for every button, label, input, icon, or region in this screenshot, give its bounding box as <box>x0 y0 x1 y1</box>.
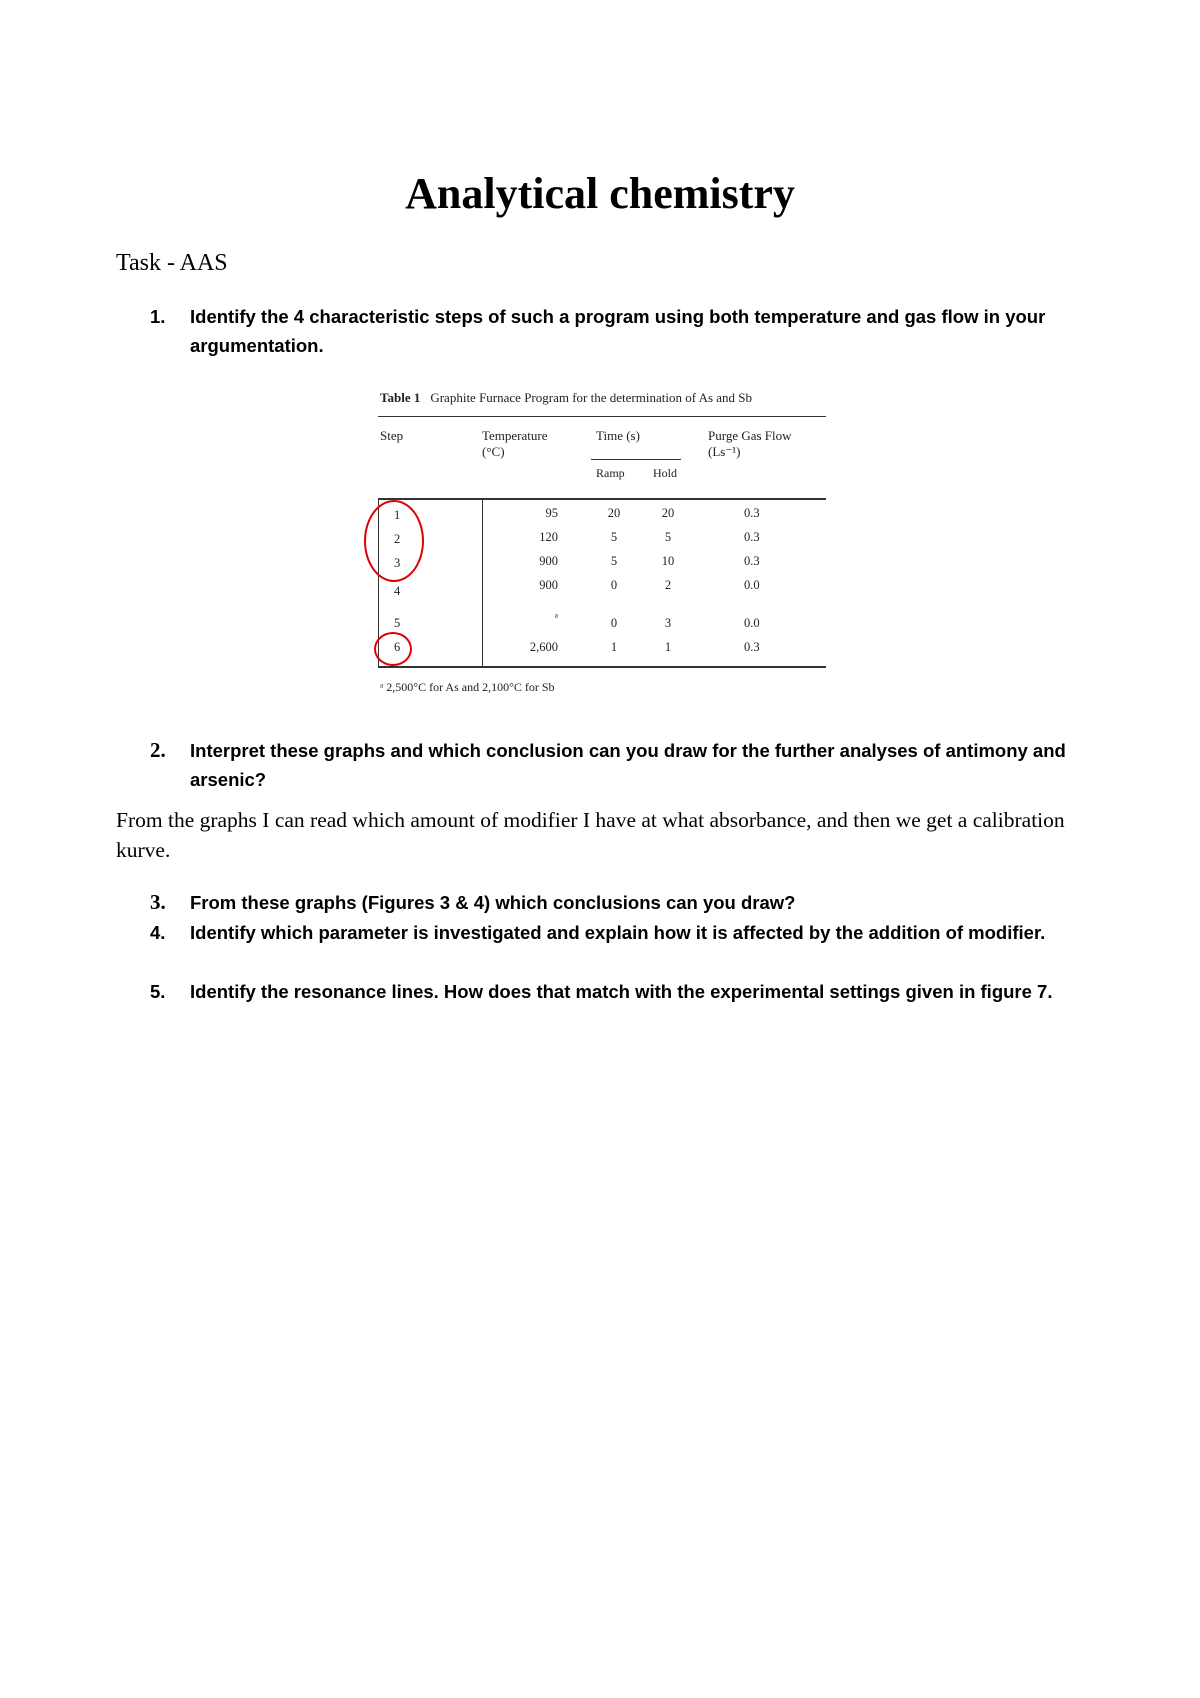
question-number: 3. <box>150 890 166 914</box>
ramp-cell: 5 <box>610 530 618 544</box>
step-cell: 6 <box>394 640 401 654</box>
table-figure <box>378 386 826 696</box>
step-cell: 4 <box>394 584 401 598</box>
question-1 <box>150 302 1090 360</box>
question-number: 4. <box>150 922 166 943</box>
question-text: Identify which parameter is investigated and explain how it is affected by the addition of modifier. <box>190 922 1046 943</box>
table-caption-label: Table 1 <box>380 390 421 405</box>
table-caption <box>380 390 752 406</box>
question-4 <box>150 918 1090 947</box>
header-purge: Purge Gas Flow <box>708 428 792 443</box>
answer-paragraph: From the graphs I can read which amount of modifier I have at what absorbance, and then we get a calibration kurve. <box>116 808 1065 862</box>
ramp-cell: 0 <box>610 616 618 630</box>
ramp-cell: 20 <box>607 506 621 520</box>
step-cell: 1 <box>394 508 401 522</box>
flow-cell: 0.3 <box>744 506 760 520</box>
header-temperature-unit: (°C) <box>482 444 505 459</box>
hold-cell: 2 <box>664 578 672 592</box>
time-sub-rule <box>591 459 681 460</box>
temp-cell: 95 <box>545 506 558 520</box>
ramp-cell: 1 <box>610 640 618 654</box>
question-3 <box>150 888 1090 917</box>
annotation-circle-steps-1-3 <box>364 500 424 582</box>
question-text: Identify the 4 characteristic steps of such a program using both temperature and gas flow in your argumentation. <box>190 306 1046 356</box>
table-top-rule <box>378 416 826 417</box>
question-text: Identify the resonance lines. How does that match with the experimental settings given in figure 7. <box>190 981 1053 1002</box>
header-step: Step <box>380 428 404 443</box>
table-header-rule <box>378 498 826 500</box>
hold-cell: 10 <box>661 554 675 568</box>
annotation-circle-step-6 <box>374 632 412 666</box>
temp-cell: ᵃ <box>554 610 558 624</box>
temp-cell: 120 <box>539 530 558 544</box>
ramp-cell: 5 <box>610 554 618 568</box>
flow-cell: 0.3 <box>744 640 760 654</box>
step-cell: 2 <box>394 532 401 546</box>
header-ramp: Ramp <box>596 466 625 480</box>
table-footnote: ᵃ 2,500°C for As and 2,100°C for Sb <box>380 680 555 694</box>
hold-cell: 1 <box>664 640 672 654</box>
temp-cell: 2,600 <box>529 640 558 654</box>
step-cell: 5 <box>394 616 401 630</box>
hold-cell: 20 <box>661 506 675 520</box>
flow-cell: 0.3 <box>744 530 760 544</box>
step-box-right <box>482 500 483 666</box>
hold-cell: 5 <box>664 530 672 544</box>
flow-cell: 0.0 <box>744 616 760 630</box>
question-number: 5. <box>150 981 166 1002</box>
header-purge-unit: (Ls⁻¹) <box>708 444 741 459</box>
hold-cell: 3 <box>664 616 672 630</box>
header-hold: Hold <box>653 466 677 480</box>
question-2 <box>150 736 1090 794</box>
question-text: From these graphs (Figures 3 & 4) which conclusions can you draw? <box>190 892 796 913</box>
header-temperature: Temperature <box>482 428 548 443</box>
question-text: Interpret these graphs and which conclusion can you draw for the further analyses of antimony and arsenic? <box>190 740 1066 790</box>
header-time: Time (s) <box>596 428 640 443</box>
question-number: 2. <box>150 738 166 762</box>
ramp-cell: 0 <box>610 578 618 592</box>
question-number: 1. <box>150 306 166 327</box>
page-title: Analytical chemistry <box>405 169 795 218</box>
step-cell: 3 <box>394 556 401 570</box>
flow-cell: 0.0 <box>744 578 760 592</box>
table-caption-text: Graphite Furnace Program for the determination of As and Sb <box>430 390 753 405</box>
table-bottom-rule <box>378 666 826 668</box>
flow-cell: 0.3 <box>744 554 760 568</box>
question-5 <box>150 977 1090 1006</box>
temp-cell: 900 <box>539 578 558 592</box>
task-heading: Task - AAS <box>116 250 228 276</box>
temp-cell: 900 <box>539 554 558 568</box>
